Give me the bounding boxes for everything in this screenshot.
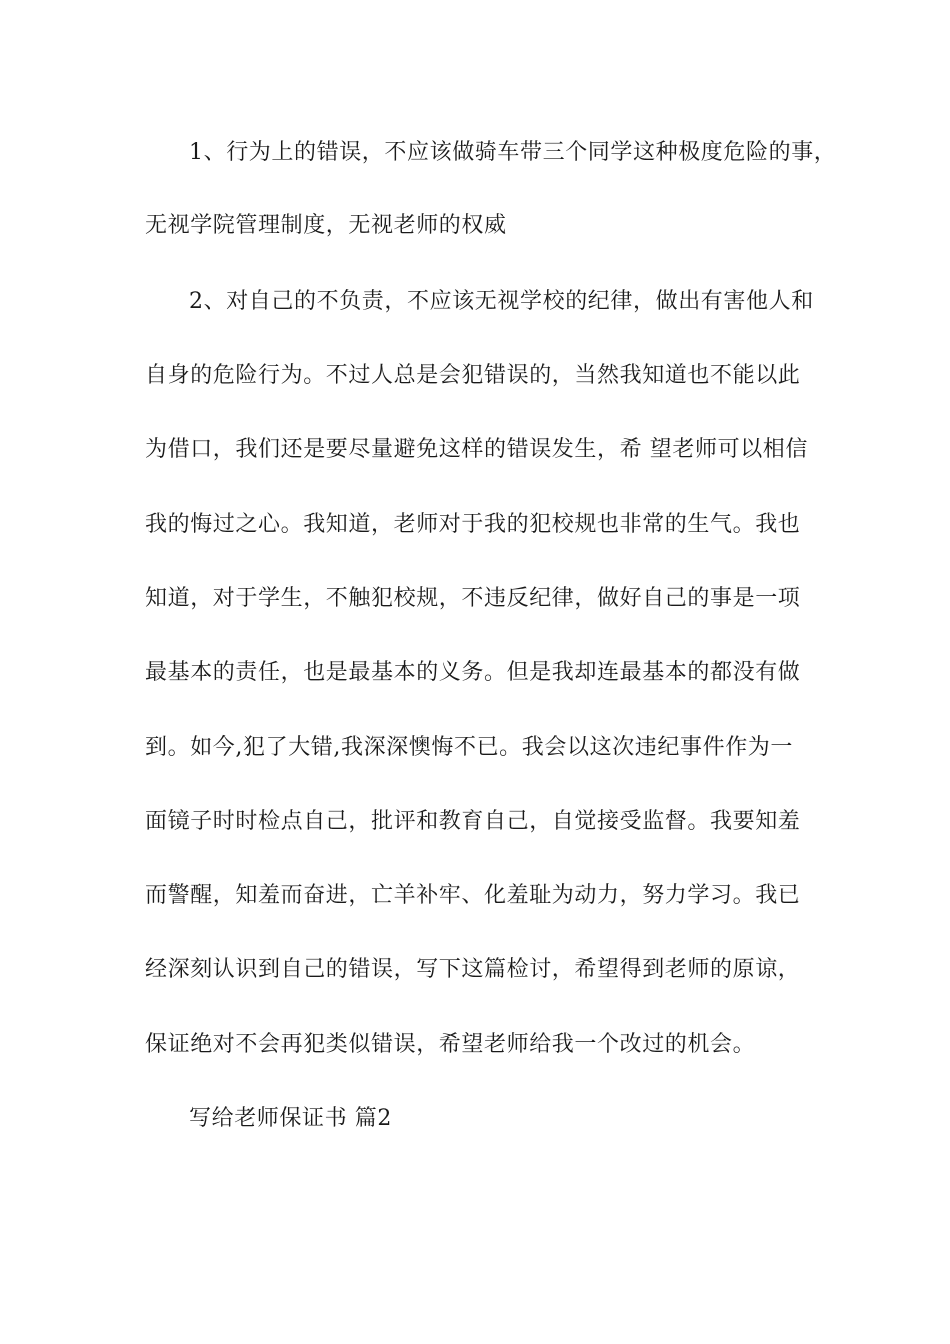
- paragraph-1-line-2: 无视学院管理制度，无视老师的权威: [145, 213, 507, 238]
- paragraph-2-line-7: 到。如今,犯了大错,我深深懊悔不已。我会以这次违纪事件作为一: [145, 735, 793, 760]
- paragraph-2-line-5: 知道，对于学生，不触犯校规，不违反纪律，做好自己的事是一项: [145, 586, 801, 611]
- paragraph-2-line-11: 保证绝对不会再犯类似错误，希望老师给我一个改过的机会。: [145, 1032, 756, 1057]
- paragraph-2-line-8: 面镜子时时检点自己，批评和教育自己，自觉接受监督。我要知羞: [145, 809, 801, 834]
- paragraph-2-line-4: 我的悔过之心。我知道，老师对于我的犯校规也非常的生气。我也: [145, 512, 801, 537]
- paragraph-2-line-3: 为借口，我们还是要尽量避免这样的错误发生，希 望老师可以相信: [145, 437, 808, 462]
- paragraph-2-line-1: 2、对自己的不负责，不应该无视学校的纪律，做出有害他人和: [189, 289, 814, 314]
- section-heading: 写给老师保证书 篇2: [189, 1106, 392, 1131]
- paragraph-2-line-10: 经深刻认识到自己的错误，写下这篇检讨，希望得到老师的原谅，: [145, 957, 801, 982]
- paragraph-2-line-6: 最基本的责任，也是最基本的义务。但是我却连最基本的都没有做: [145, 660, 801, 685]
- paragraph-2-line-9: 而警醒，知羞而奋进，亡羊补牢、化羞耻为动力，努力学习。我已: [145, 883, 801, 908]
- paragraph-2-line-2: 自身的危险行为。不过人总是会犯错误的，当然我知道也不能以此: [145, 363, 801, 388]
- paragraph-1-line-1: 1、行为上的错误，不应该做骑车带三个同学这种极度危险的事，: [189, 140, 837, 165]
